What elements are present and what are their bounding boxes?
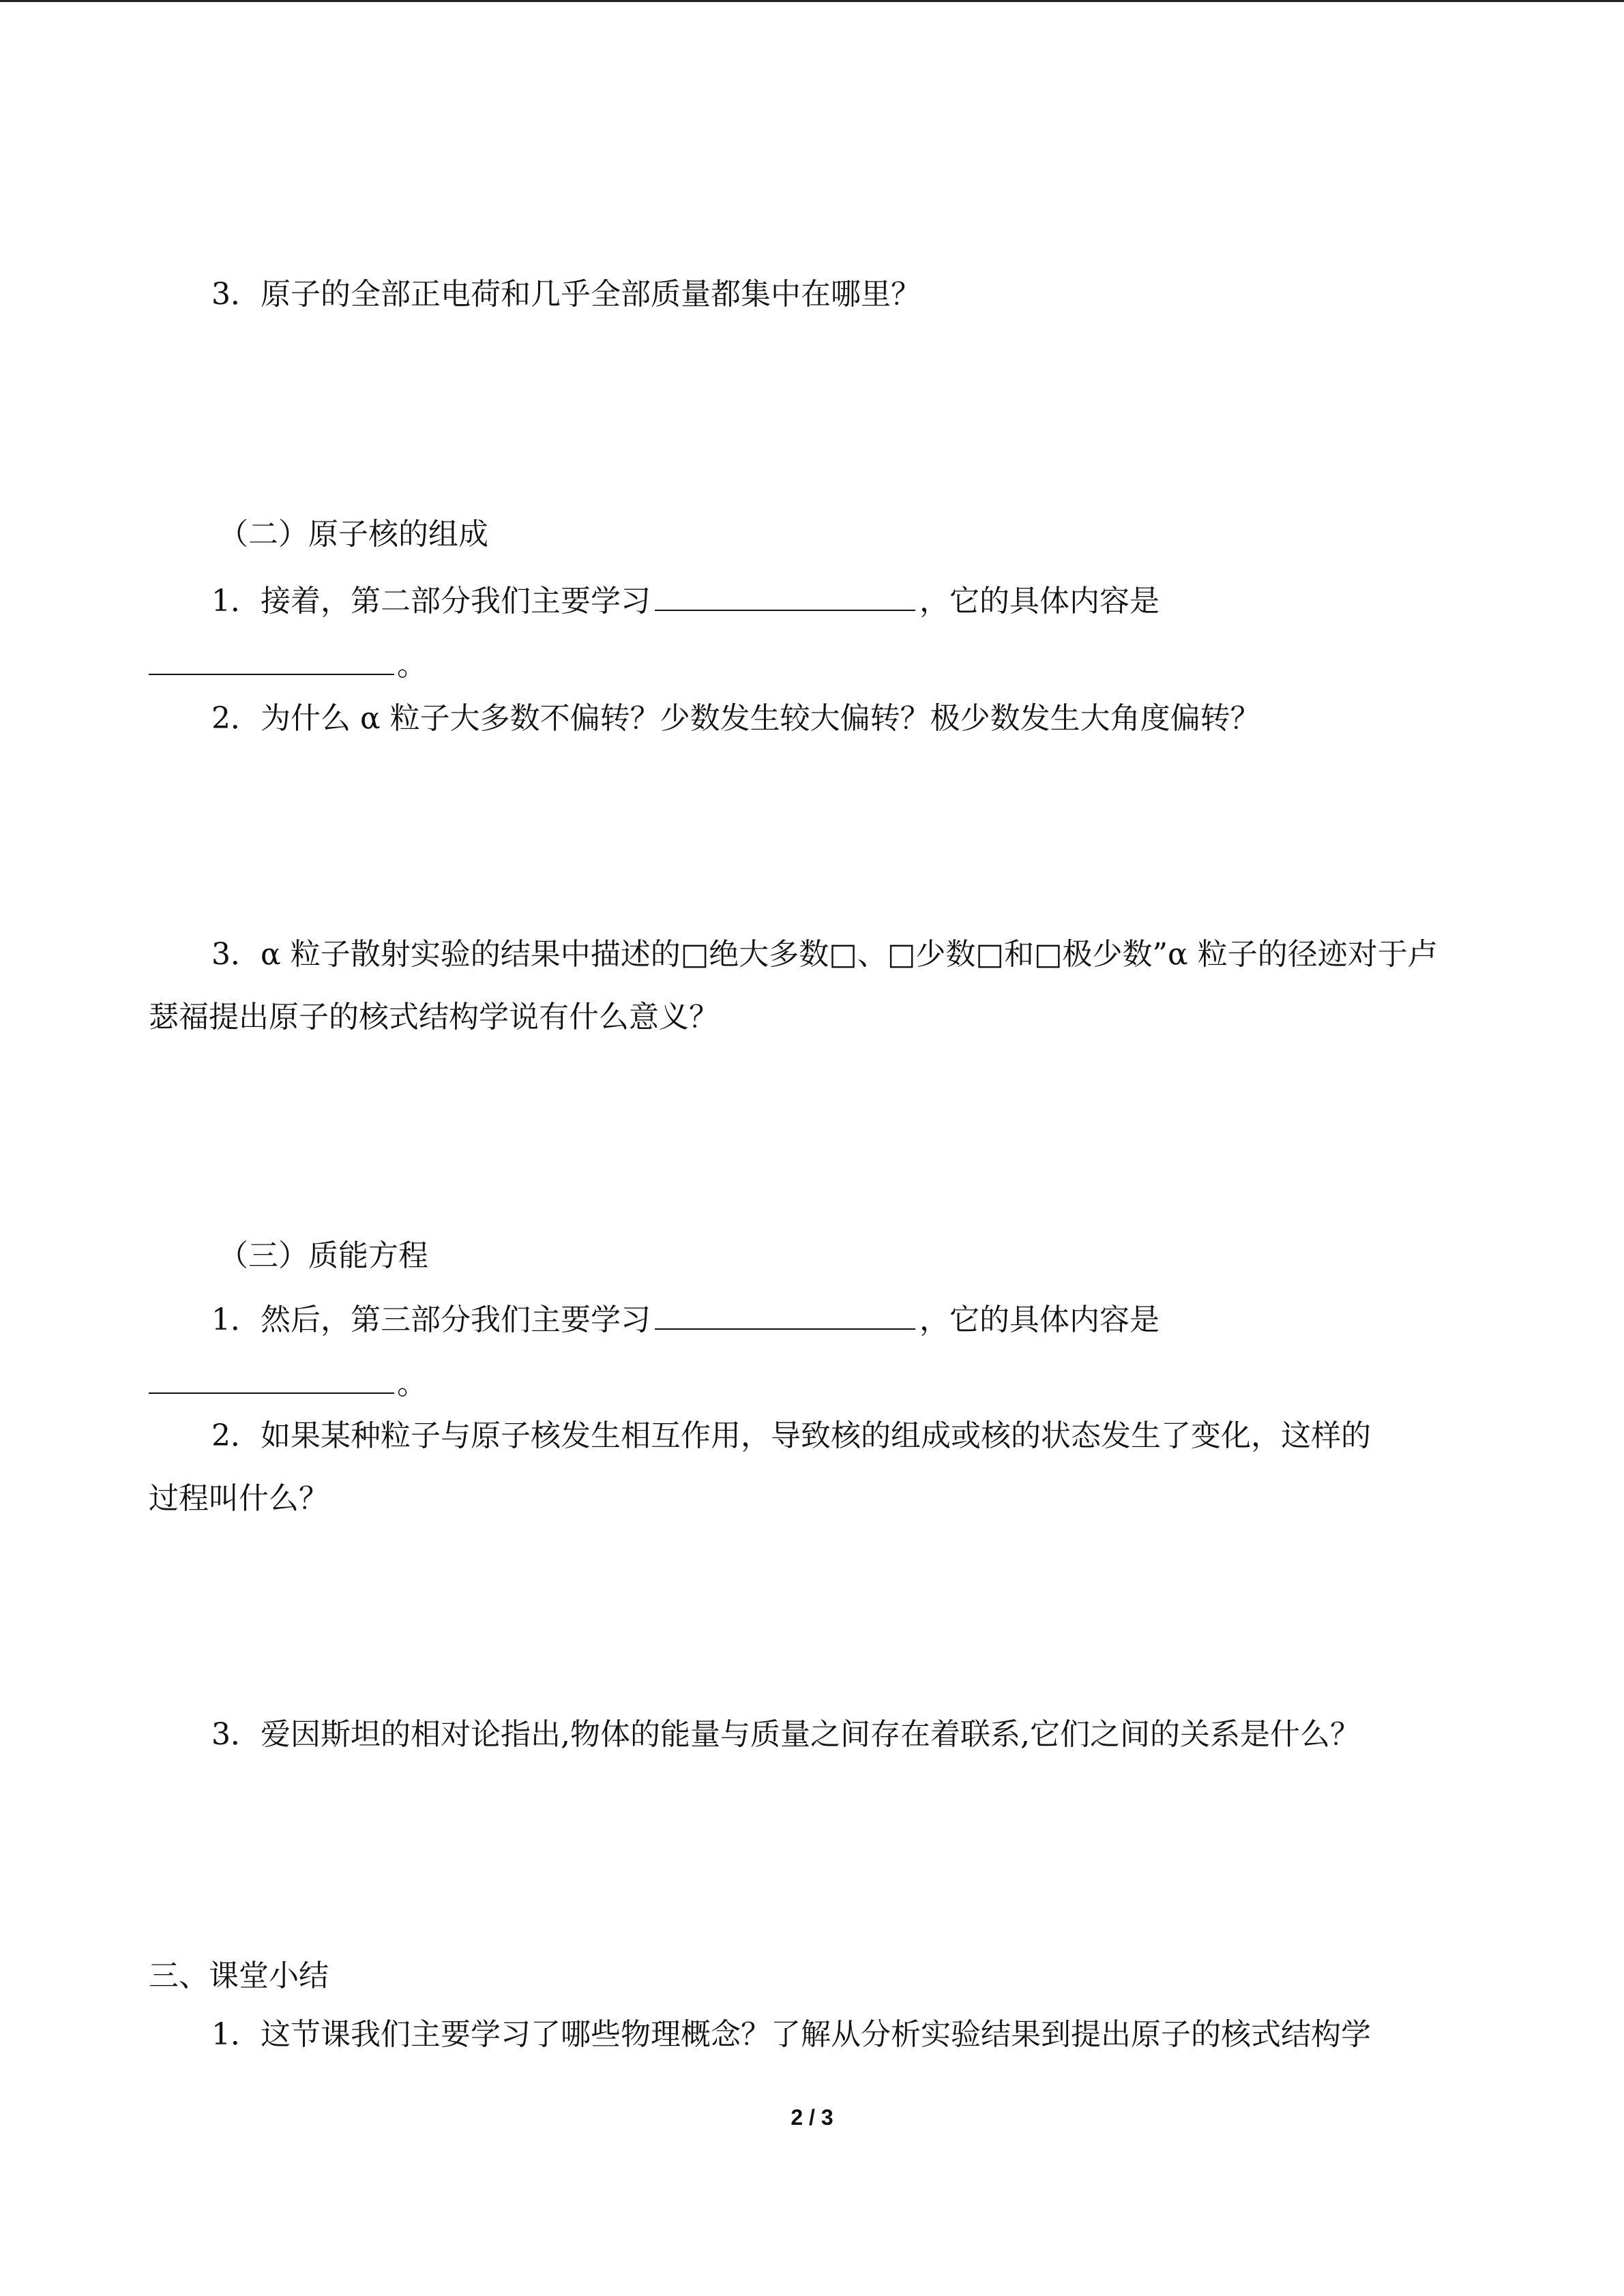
question-2-3-line-1: 3．α 粒子散射实验的结果中描述的□绝大多数□、□少数□和□极少数”α 粒子的径迹对于卢 <box>211 937 1438 972</box>
question-3-1-end: 。 <box>397 1367 427 1401</box>
page-number: 2 / 3 <box>791 2105 833 2130</box>
question-3-1-prefix: 1．然后，第三部分我们主要学习 <box>211 1302 651 1337</box>
question-3-2-line-1: 2．如果某种粒子与原子核发生相互作用，导致核的组成或核的状态发生了变化，这样的 <box>211 1418 1371 1453</box>
section-heading-3: （三）质能方程 <box>218 1238 428 1273</box>
question-2-3-line-2: 瑟福提出原子的核式结构学说有什么意义？ <box>149 1000 719 1034</box>
question-2-1-suffix: ，它的具体内容是 <box>919 584 1160 618</box>
question-3-3: 3．爱因斯坦的相对论指出,物体的能量与质量之间存在着联系,它们之间的关系是什么？ <box>211 1717 1360 1752</box>
question-2-1-end: 。 <box>397 648 427 683</box>
fill-blank[interactable] <box>149 1360 394 1394</box>
section-heading-2: （二）原子核的组成 <box>218 517 488 552</box>
question-3-1-suffix: ，它的具体内容是 <box>919 1302 1160 1337</box>
question-2-1 <box>211 577 1160 622</box>
fill-blank[interactable] <box>655 1296 915 1330</box>
summary-question-1: 1．这节课我们主要学习了哪些物理概念？了解从分析实验结果到提出原子的核式结构学 <box>211 2017 1371 2052</box>
question-3-1 <box>211 1296 1160 1341</box>
question-1-3: 3．原子的全部正电荷和几乎全部质量都集中在哪里？ <box>211 277 921 312</box>
question-2-2: 2．为什么 α 粒子大多数不偏转？少数发生较大偏转？极少数发生大角度偏转？ <box>211 701 1260 736</box>
summary-heading: 三、课堂小结 <box>149 1958 329 1993</box>
question-3-1-continuation <box>149 1360 427 1405</box>
fill-blank[interactable] <box>655 577 915 611</box>
question-2-1-prefix: 1．接着，第二部分我们主要学习 <box>211 584 651 618</box>
question-3-2-line-2: 过程叫什么？ <box>149 1481 329 1516</box>
question-2-1-continuation <box>149 641 427 686</box>
fill-blank[interactable] <box>149 641 394 675</box>
